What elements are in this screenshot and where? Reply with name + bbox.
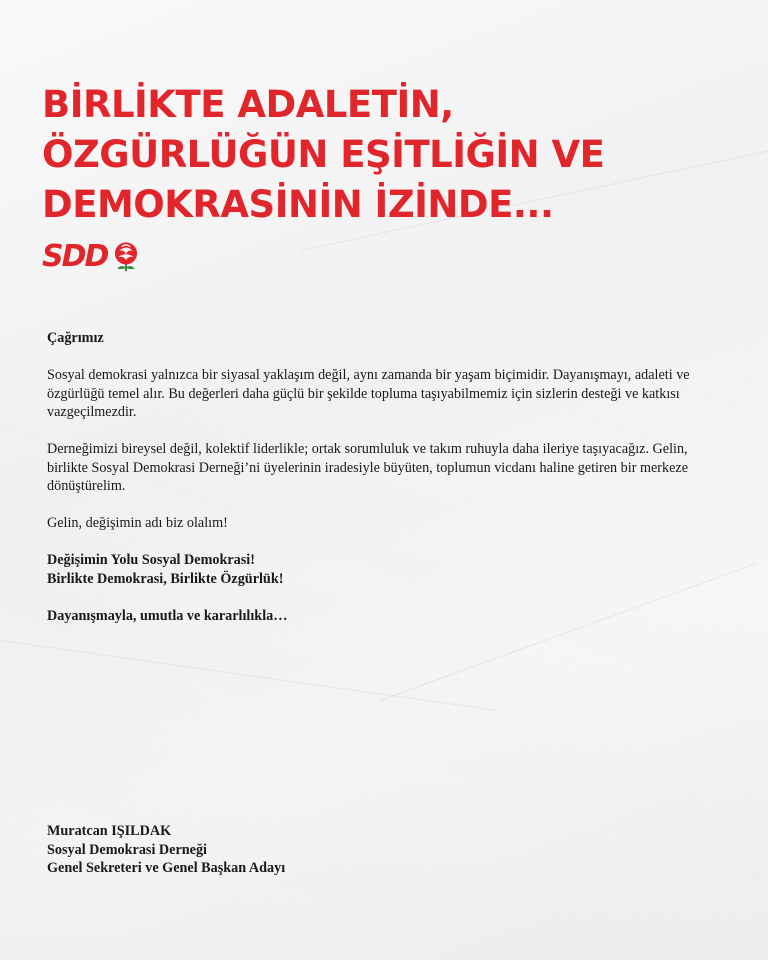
rose-icon <box>109 239 143 273</box>
sdd-logo <box>42 238 143 274</box>
headline-line: DEMOKRASİNİN İZİNDE... <box>42 183 554 226</box>
signer-organization: Sosyal Demokrasi Derneği <box>47 841 207 858</box>
letter-paragraph: Gelin, değişimin adı biz olalım! <box>47 515 228 531</box>
slogan: Değişimin Yolu Sosyal Demokrasi! <box>47 552 255 568</box>
letter-paragraph: Sosyal demokrasi yalnızca bir siyasal yaklaşım değil, aynı zamanda bir yaşam biçimidir. Dayanışmayı, adaleti ve özgürlüğü temel alır. Bu değerleri daha güçlü bir şekilde topluma taşıyabilmemiz için sizlerin desteği ve katkısı vazgeçilmezdir. <box>47 367 690 420</box>
letter-slogans <box>47 551 727 588</box>
letter-body <box>47 329 727 644</box>
letter-paragraph: Derneğimizi bireysel değil, kolektif liderlikle; ortak sorumluluk ve takım ruhuyla daha ileriye taşıyacağız. Gelin, birlikte Sosyal Demokrasi Derneği’ni üyelerinin iradesiyle büyüten, toplumun vicdanı haline getiren bir merkeze dönüştürelim. <box>47 441 689 494</box>
headline-line: ÖZGÜRLÜĞÜN EŞİTLİĞİN VE <box>42 133 605 176</box>
headline-line: BİRLİKTE ADALETİN, <box>42 83 454 126</box>
signer-title: Genel Sekreteri ve Genel Başkan Adayı <box>47 860 286 876</box>
signer-name: Muratcan IŞILDAK <box>47 823 172 839</box>
page-headline <box>42 80 722 230</box>
letter-heading: Çağrımız <box>47 330 104 346</box>
signature-block <box>47 822 285 878</box>
logo-text: SDD <box>42 238 108 274</box>
letter-closing: Dayanışmayla, umutla ve kararlılıkla… <box>47 607 288 624</box>
slogan: Birlikte Demokrasi, Birlikte Özgürlük! <box>47 570 284 587</box>
paper-crease <box>0 640 495 711</box>
